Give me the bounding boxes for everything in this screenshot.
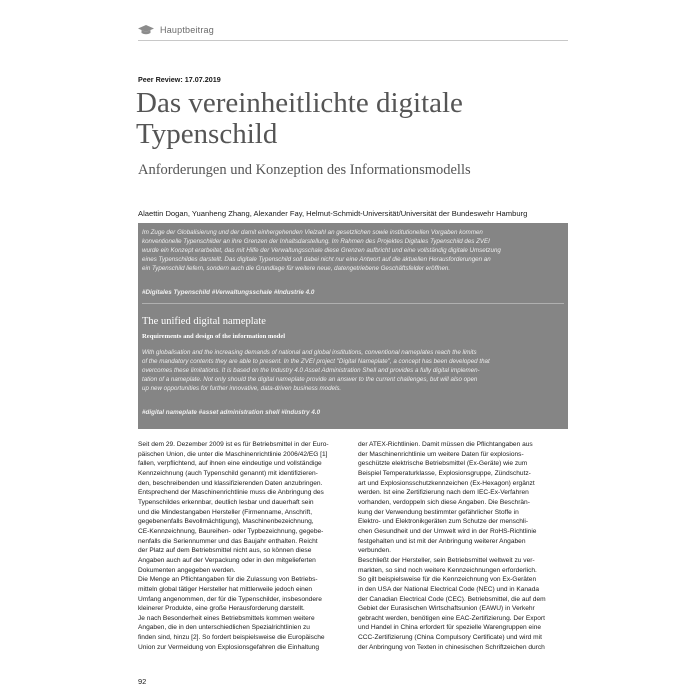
page-number: 92	[138, 677, 147, 686]
body-column-right	[358, 440, 568, 652]
abstract-line: tation of a nameplate. Not only should the digital nameplate provide an answer to the current challenges, but will also open	[142, 376, 478, 383]
body-line: der Anbringung von Texten in chinesischen Schriftzeichen durch	[358, 643, 545, 651]
english-subtitle: Requirements and design of the information model	[142, 333, 286, 340]
abstract-line: of the mandatory contents they are able to present. In the ZVEI project "Digital Nameplate", a concept has been developed that	[142, 358, 490, 365]
body-line: Dokumenten angegeben werden.	[138, 566, 236, 574]
body-line: Die Menge an Pflichtangaben für die Zulassung von Betriebs-	[138, 576, 318, 584]
body-line: Beispiel Temperaturklasse, Explosionsgruppe, Zündschutz-	[358, 469, 531, 477]
body-line: Entsprechend der Maschinenrichtlinie muss die Anbringung des	[138, 489, 324, 497]
section-label: Hauptbeitrag	[160, 25, 214, 35]
body-line: Kennzeichnung (auch Typenschild genannt) mit identifizieren-	[138, 469, 318, 477]
body-line: art und Explosionsschutzkennzeichen (Ex-Hexagon) ergänzt	[358, 479, 535, 487]
body-line: Je nach Besonderheit eines Betriebsmittels kommen weitere	[138, 614, 315, 622]
body-line: kung der Verwendung bestimmter gefährlicher Stoffe in	[358, 508, 519, 516]
body-line: Elektro- und Elektronikgeräten zum Schutze der menschli-	[358, 518, 529, 526]
abstract-german	[142, 228, 566, 273]
keywords-english: #digital nameplate #asset administration shell #Industry 4.0	[142, 409, 321, 416]
body-line: werden. Ist eine Zertifizierung nach dem IEC-Ex-Verfahren	[358, 489, 529, 497]
body-line: Gebiet der Eurasischen Wirtschaftsunion (EAWU) in Verkehr	[358, 605, 535, 613]
body-line: der Canadian Electrical Code (CEC). Betriebsmittel, die auf dem	[358, 595, 546, 603]
article-title-line-1: Das vereinheitlichte digitale	[136, 87, 463, 119]
body-line: Angaben auch auf der Verpackung oder in den mitgelieferten	[138, 556, 316, 564]
abstract-line: With globalisation and the increasing demands of national and global institutions, conventional nameplates reach the limits	[142, 349, 477, 356]
article-title-line-2: Typenschild	[136, 118, 278, 150]
body-line: gegebenenfalls Bevollmächtigung), Maschinenbezeichnung,	[138, 518, 314, 526]
body-line: den, beschreibenden und klassifizierenden Daten anzubringen.	[138, 479, 323, 487]
body-line: Umfang angenommen, der für die Typenschilder, insbesondere	[138, 595, 322, 603]
article-title	[136, 88, 576, 150]
abstract-english	[142, 348, 566, 393]
article-subtitle: Anforderungen und Konzeption des Informationsmodells	[138, 162, 471, 178]
body-line: vorhanden, verdoppeln sich diese Angaben. Die Beschrän-	[358, 498, 530, 506]
body-line: geschützte elektrische Betriebsmittel (Ex-Geräte) wie zum	[358, 460, 528, 468]
body-line: markten, so sind noch weitere Kennzeichnungen erforderlich.	[358, 566, 537, 574]
body-line: und Handel in China erfordert für spezielle Warengruppen eine	[358, 624, 542, 632]
body-line: der Maschinenrichtlinie um weitere Daten für explosions-	[358, 450, 524, 458]
abstract-line: up new opportunities for further innovative, data-driven business models.	[142, 385, 342, 392]
body-line: päischen Union, die unter die Maschinenrichtlinie 2006/42/EG [1]	[138, 450, 328, 458]
peer-review-date: Peer Review: 17.07.2019	[138, 75, 221, 84]
body-column-left	[138, 440, 348, 652]
body-line: Seit dem 29. Dezember 2009 ist es für Betriebsmittel in der Euro-	[138, 441, 329, 448]
body-line: fallen, verpflichtend, auf ihnen eine eindeutige und vollständige	[138, 460, 322, 468]
abstract-divider	[142, 303, 564, 304]
mortarboard-icon	[138, 25, 154, 35]
body-line: finden sind, hinzu [2]. So fordert beispielsweise die Europäische	[138, 634, 325, 642]
body-line: mitteln global tätiger Hersteller hat mittlerweile jedoch einen	[138, 585, 313, 593]
abstract-line: wurde ein Konzept erarbeitet, das mit Hilfe der Verwaltungsschale diese Grenzen aufbricht und eine vollständig digitale Umsetzung	[142, 247, 501, 254]
body-line: in den USA der National Electrical Code (NEC) und in Kanada	[358, 585, 540, 593]
body-line: CE-Kennzeichnung, Baureihen- oder Typbezeichnung, gegebe-	[138, 527, 324, 535]
abstract-line: konventionelle Typenschilder an ihre Grenzen der Inhaltsdarstellung. Im Rahmen des Projektes Digitales Typenschild des ZVEI	[142, 238, 490, 245]
body-line: gebracht werden, benötigen eine EAC-Zertifizierung. Der Export	[358, 614, 545, 622]
section-header	[138, 22, 568, 38]
body-line: festgehalten und ist mit der Anbringung weiterer Angaben	[358, 537, 526, 545]
body-line: So gilt beispielsweise für die Kennzeichnung von Ex-Geräten	[358, 576, 537, 584]
abstract-line: overcomes these limitations. It is based on the Industry 4.0 Asset Administration Shell and provides a fully digital implemen-	[142, 367, 480, 374]
keywords-german: #Digitales Typenschild #Verwaltungsschale #Industrie 4.0	[142, 289, 315, 296]
author-line: Alaettin Dogan, Yuanheng Zhang, Alexander Fay, Helmut-Schmidt-Universität/Universität der Bundeswehr Hamburg	[138, 209, 528, 218]
english-title: The unified digital nameplate	[142, 316, 266, 327]
body-line: chen Gesundheit und der Umwelt wird in der RoHS-Richtlinie	[358, 527, 537, 535]
body-line: Beschließt der Hersteller, sein Betriebsmittel weltweit zu ver-	[358, 556, 535, 564]
body-line: kleinerer Produkte, eine große Herausforderung darstellt.	[138, 605, 305, 613]
body-line: CCC-Zertifizierung (China Compulsory Certificate) und wird mit	[358, 634, 542, 642]
abstract-line: Im Zuge der Globalisierung und der damit einhergehenden Vielzahl an gesetzlichen sowie institutionellen Vorgaben kommen	[142, 229, 483, 236]
body-line: Angaben, die in den unterschiedlichen Spezialrichtlinien zu	[138, 624, 310, 632]
abstract-line: ein Typenschild liefern, sondern auch die Grundlage für weitere neue, datengetriebene Geschäftsfelder eröffnen.	[142, 265, 451, 272]
body-line: und die Mindestangaben Hersteller (Firmenname, Anschrift,	[138, 508, 313, 516]
body-line: der Platz auf dem Betriebsmittel nicht aus, so können diese	[138, 547, 312, 555]
body-line: Union zur Vermeidung von Explosionsgefahren die Einhaltung	[138, 643, 320, 651]
body-line: Typenschildes erkennbar, deutlich lesbar und dauerhaft sein	[138, 498, 314, 506]
body-line: nenfalls die Seriennummer und das Baujahr enthalten. Reicht	[138, 537, 318, 545]
body-line: verbunden.	[358, 547, 391, 555]
body-line: der ATEX-Richtlinien. Damit müssen die Pflichtangaben aus	[358, 441, 533, 448]
abstract-line: eines Typenschildes darstellt. Das digitale Typenschild soll dabei nicht nur eine Antwort auf die aktuellen Herausforderungen an	[142, 256, 491, 263]
header-divider	[138, 40, 568, 41]
